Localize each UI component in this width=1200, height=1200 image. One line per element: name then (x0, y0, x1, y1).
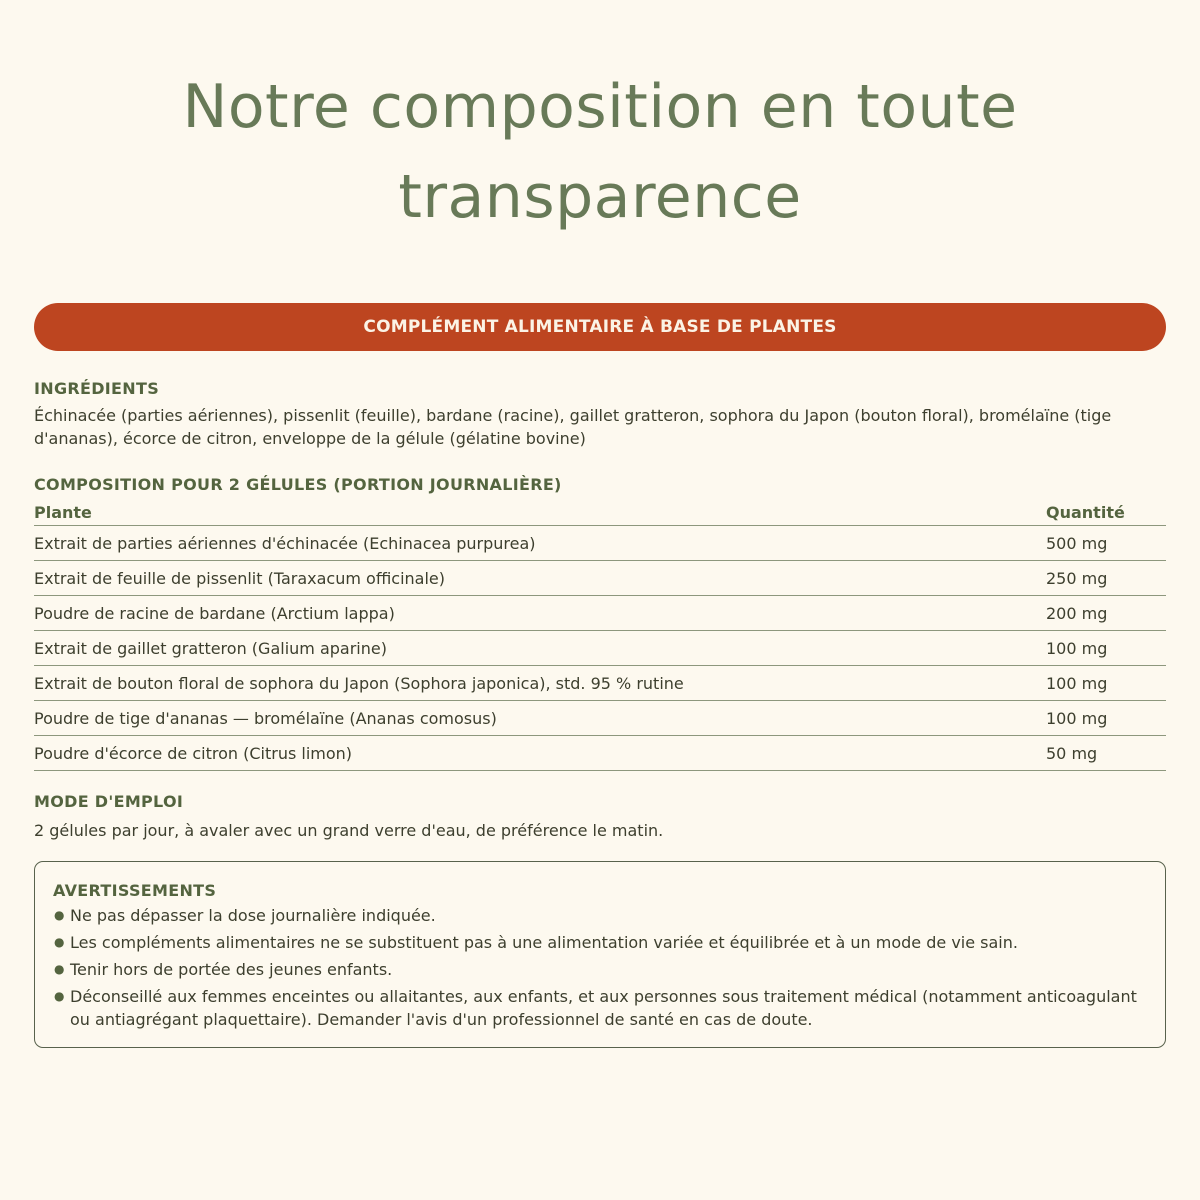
table-row (34, 631, 1166, 666)
quantity-cell: 100 mg (1046, 631, 1166, 666)
usage-title: MODE D'EMPLOI (34, 792, 184, 811)
quantity-cell: 200 mg (1046, 596, 1166, 631)
table-row (34, 701, 1166, 736)
plant-cell: Poudre d'écorce de citron (Citrus limon) (34, 736, 1046, 771)
quantity-cell: 250 mg (1046, 561, 1166, 596)
composition-table (34, 499, 1166, 771)
bullet-icon: ● (54, 962, 65, 976)
plant-cell: Extrait de gaillet gratteron (Galium aparine) (34, 631, 1046, 666)
table-row (34, 666, 1166, 701)
composition-content (34, 378, 1166, 842)
table-row (34, 596, 1166, 631)
quantity-cell: 500 mg (1046, 526, 1166, 561)
table-row (34, 526, 1166, 561)
warnings-title: AVERTISSEMENTS (53, 881, 217, 900)
table-header-row (34, 499, 1166, 526)
composition-title: COMPOSITION POUR 2 GÉLULES (PORTION JOURNALIÈRE) (34, 475, 562, 494)
plant-cell: Extrait de feuille de pissenlit (Taraxacum officinale) (34, 561, 1046, 596)
bullet-icon: ● (54, 935, 65, 949)
quantity-cell: 100 mg (1046, 701, 1166, 736)
plant-cell: Extrait de bouton floral de sophora du Japon (Sophora japonica), std. 95 % rutine (34, 666, 1046, 701)
quantity-cell: 50 mg (1046, 736, 1166, 771)
list-item (53, 931, 1147, 954)
bullet-icon: ● (54, 908, 65, 922)
plant-cell: Poudre de tige d'ananas — bromélaïne (Ananas comosus) (34, 701, 1046, 736)
ingredients-title: INGRÉDIENTS (34, 379, 160, 398)
warning-text: Tenir hors de portée des jeunes enfants. (70, 960, 393, 979)
usage-text: 2 gélules par jour, à avaler avec un grand verre d'eau, de préférence le matin. (34, 821, 664, 840)
quantity-cell: 100 mg (1046, 666, 1166, 701)
warning-text: Ne pas dépasser la dose journalière indiquée. (70, 906, 436, 925)
table-row (34, 736, 1166, 771)
list-item (53, 904, 1147, 927)
warnings-list (53, 904, 1147, 1031)
list-item (53, 958, 1147, 981)
product-category-banner: COMPLÉMENT ALIMENTAIRE À BASE DE PLANTES (34, 303, 1166, 351)
warning-text: Les compléments alimentaires ne se substituent pas à une alimentation variée et équilibrée et à un mode de vie sain. (70, 933, 1018, 952)
page-title: Notre composition en toute transparence (182, 72, 1018, 232)
bullet-icon: ● (54, 989, 65, 1003)
list-item (53, 985, 1147, 1031)
warning-text: Déconseillé aux femmes enceintes ou allaitantes, aux enfants, et aux personnes sous traitement médical (notamment anticoagulant ou antiagrégant plaquettaire). Demander l'avis d'un professionnel de santé en cas de doute. (70, 987, 1137, 1029)
plant-cell: Extrait de parties aériennes d'échinacée (Echinacea purpurea) (34, 526, 1046, 561)
table-row (34, 561, 1166, 596)
plant-cell: Poudre de racine de bardane (Arctium lappa) (34, 596, 1046, 631)
plant-column-header: Plante (34, 499, 1046, 526)
ingredients-text: Échinacée (parties aériennes), pissenlit (feuille), bardane (racine), gaillet gratteron, sophora du Japon (bouton floral), bromélaïne (tige d'ananas), écorce de citron, enveloppe de la gélule (gélatine bovine) (34, 406, 1112, 448)
warnings-box (34, 861, 1166, 1048)
quantity-column-header: Quantité (1046, 499, 1166, 526)
